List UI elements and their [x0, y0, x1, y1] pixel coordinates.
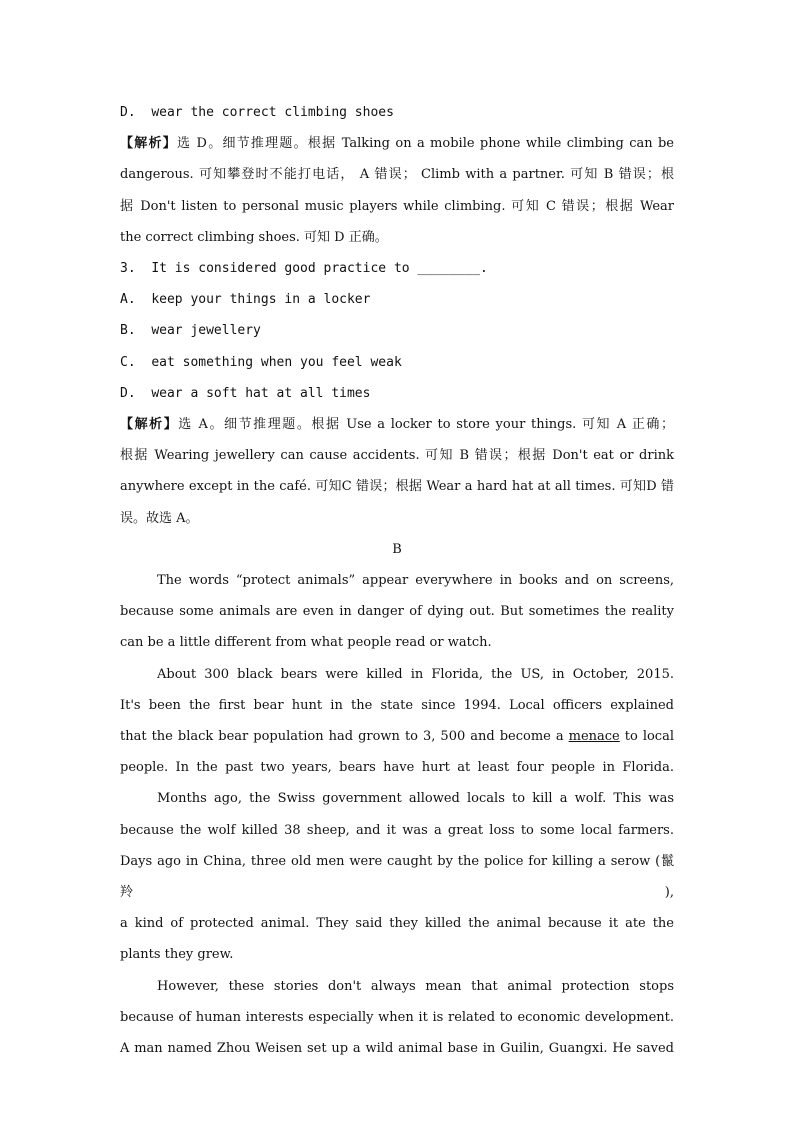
passage-paragraph-4: However, these stories don't always mean that animal protection stops because of human interests especially when it is related to economic development. A man named Zhou Weisen set up a wild animal base in Guilin, Guangxi. He saved [120, 978, 674, 1057]
q3-option-b: B. wear jewellery [120, 323, 261, 339]
passage-paragraph-2: About 300 black bears were killed in Florida, the US, in October, 2015. It's been the first bear hunt in the state since 1994. Local officers explained that the black bear population had grown to 3, 500 and become a menace to local people. In the past two years, bears have hurt at least four people in Florida. [120, 666, 674, 776]
section-heading: B [392, 541, 402, 557]
document-page [120, 97, 674, 1064]
passage-paragraph-3: Months ago, the Swiss government allowed locals to kill a wolf. This was because the wolf killed 38 sheep, and it was a great loss to some local farmers. Days ago in China, three old men were caught by the police for killing a serow (鬣羚), a kind of protected animal. They said they killed the animal because it ate the plants they grew. [120, 791, 674, 963]
q3-analysis: 【解析】选 A。细节推理题。根据 Use a locker to store your things. 可知 A 正确； 根据 Wearing jewellery can cause accidents. 可知 B 错误；根据 Don't eat or drink anywhere except in the café. 可知C 错误；根据 Wear a hard hat at all times. 可知D 错 误。故选 A。 [120, 417, 674, 526]
analysis-tag: 【解析】 [120, 417, 179, 433]
passage-paragraph-1: The words “protect animals” appear everywhere in books and on screens, because some animals are even in danger of dying out. But sometimes the reality can be a little different from what people read or watch. [120, 573, 674, 651]
analysis-tag: 【解析】 [120, 136, 177, 152]
q2-analysis: 【解析】选 D。细节推理题。根据 Talking on a mobile phone while climbing can be dangerous. 可知攀登时不能打电话， A 错误； Climb with a partner. 可知 B 错误；根 据 Don't listen to personal music players while climbing. 可知 C 错误；根据 Wear the correct climbing shoes. 可知 D 正确。 [120, 136, 674, 245]
q3-stem: 3. It is considered good practice to ________. [120, 261, 488, 277]
q3-option-a: A. keep your things in a locker [120, 292, 371, 308]
q2-option-d: D. wear the correct climbing shoes [120, 105, 394, 120]
underlined-word: menace [568, 729, 620, 745]
q3-option-c: C. eat something when you feel weak [120, 354, 402, 370]
q3-option-d: D. wear a soft hat at all times [120, 385, 371, 401]
